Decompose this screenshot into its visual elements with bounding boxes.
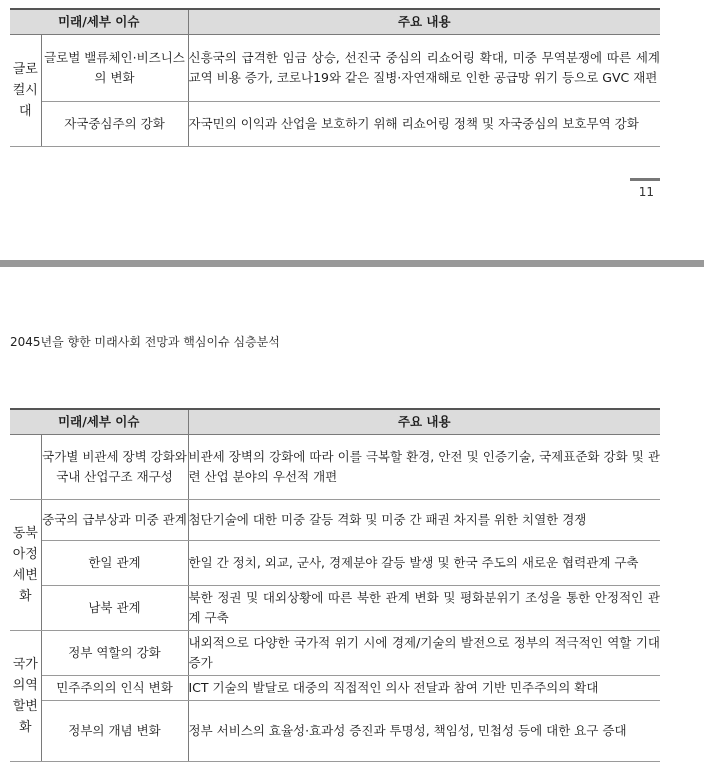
issue-cell: 한일 관계 [41, 541, 188, 586]
table-row [10, 541, 660, 586]
content-cell: 한일 간 정치, 외교, 군사, 경제분야 갈등 발생 및 한국 주도의 새로운 협력관계 구축 [188, 541, 660, 586]
table-row [10, 631, 660, 676]
issue-cell: 중국의 급부상과 미중 관계 [41, 500, 188, 541]
group-label: 글로컬시대 [10, 35, 41, 147]
issue-cell: 국가별 비관세 장벽 강화와 국내 산업구조 재구성 [41, 435, 188, 500]
issue-cell: 정부 역할의 강화 [41, 631, 188, 676]
table-row [10, 676, 660, 701]
future-issues-table-1 [10, 8, 660, 147]
header-issue: 미래/세부 이슈 [10, 409, 188, 435]
table-row [10, 435, 660, 500]
table-row [10, 586, 660, 631]
page-number-rule [630, 178, 660, 181]
issue-cell: 남북 관계 [41, 586, 188, 631]
header-content: 주요 내용 [188, 409, 660, 435]
group-label: 동북아정세변화 [10, 500, 41, 631]
content-cell: 자국민의 이익과 산업을 보호하기 위해 리쇼어링 정책 및 자국중심의 보호무역 강화 [188, 102, 660, 147]
issue-cell: 글로벌 밸류체인·비즈니스의 변화 [41, 35, 188, 102]
issue-cell: 정부의 개념 변화 [41, 701, 188, 762]
content-cell: 내외적으로 다양한 국가적 위기 시에 경제/기술의 발전으로 정부의 적극적인 역할 기대 증가 [188, 631, 660, 676]
page-number: 11 [638, 185, 654, 199]
table-header-row [10, 9, 660, 35]
header-issue: 미래/세부 이슈 [10, 9, 188, 35]
group-label: 국가의역할변화 [10, 631, 41, 762]
table-header-row [10, 409, 660, 435]
table-row [10, 500, 660, 541]
header-content: 주요 내용 [188, 9, 660, 35]
issue-cell: 자국중심주의 강화 [41, 102, 188, 147]
table-row [10, 102, 660, 147]
page-separator [0, 260, 704, 267]
future-issues-table-2 [10, 408, 660, 762]
content-cell: 정부 서비스의 효율성·효과성 증진과 투명성, 책임성, 민첩성 등에 대한 요구 증대 [188, 701, 660, 762]
running-header: 2045년을 향한 미래사회 전망과 핵심이슈 심층분석 [10, 335, 280, 349]
content-cell: ICT 기술의 발달로 대중의 직접적인 의사 전달과 참여 기반 민주주의의 확대 [188, 676, 660, 701]
content-cell: 첨단기술에 대한 미중 갈등 격화 및 미중 간 패권 차지를 위한 치열한 경쟁 [188, 500, 660, 541]
content-cell: 비관세 장벽의 강화에 따라 이를 극복할 환경, 안전 및 인증기술, 국제표준화 강화 및 관련 산업 분야의 우선적 개편 [188, 435, 660, 500]
issue-cell: 민주주의의 인식 변화 [41, 676, 188, 701]
content-cell: 북한 정권 및 대외상황에 따른 북한 관계 변화 및 평화분위기 조성을 통한 안정적인 관계 구축 [188, 586, 660, 631]
table-row [10, 35, 660, 102]
content-cell: 신흥국의 급격한 임금 상승, 선진국 중심의 리쇼어링 확대, 미중 무역분쟁에 따른 세계교역 비용 증가, 코로나19와 같은 질병·자연재해로 인한 공급망 위기 등으로 GVC 재편 [188, 35, 660, 102]
table-row [10, 701, 660, 762]
group-label [10, 435, 41, 500]
